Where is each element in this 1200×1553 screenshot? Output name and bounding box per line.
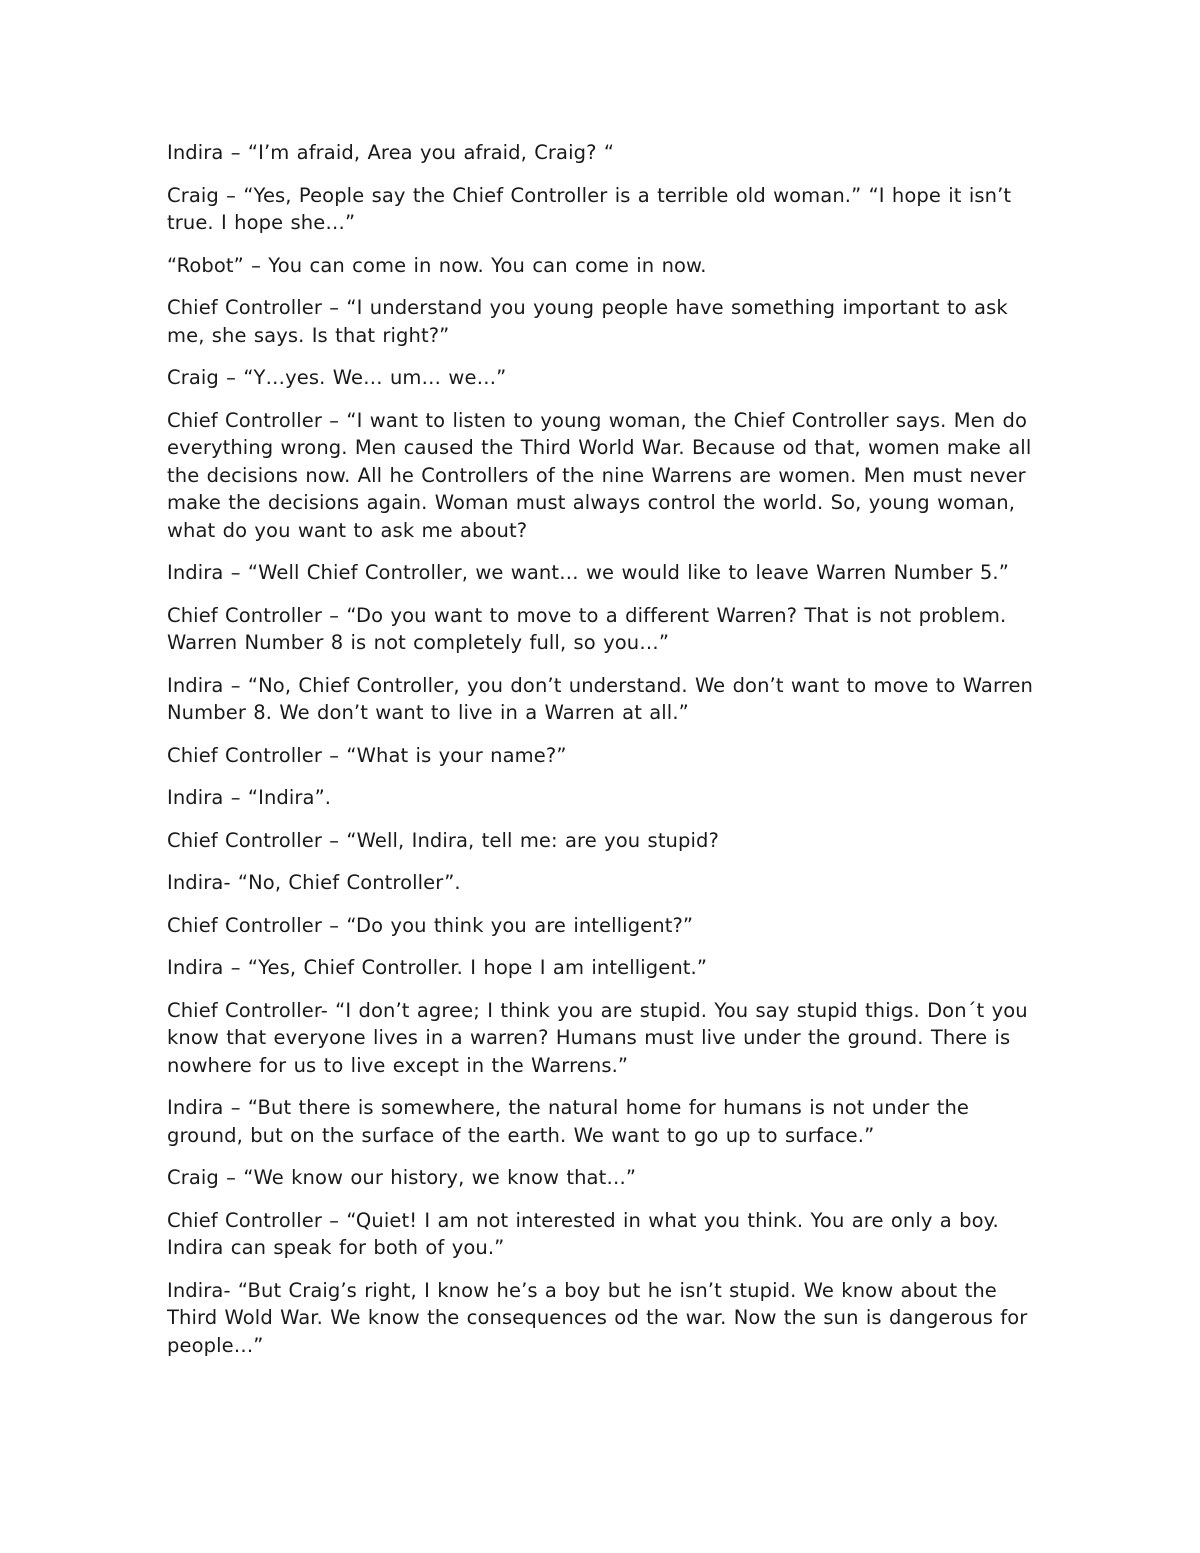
- dialogue-paragraph: Craig – “We know our history, we know that…”: [167, 1166, 637, 1189]
- dialogue-paragraph: Craig – “Y…yes. We… um… we…”: [167, 366, 507, 389]
- dialogue-paragraph: Chief Controller – “Quiet! I am not interested in what you think. You are only a boy. Indira can speak for both of you.”: [167, 1208, 999, 1259]
- dialogue-paragraph: Indira – “Yes, Chief Controller. I hope I am intelligent.”: [167, 956, 708, 979]
- dialogue-paragraph: Chief Controller – “Do you think you are intelligent?”: [167, 913, 694, 937]
- dialogue-paragraph: “Robot” – You can come in now. You can come in now.: [167, 253, 707, 277]
- dialogue-paragraph: Indira – “Well Chief Controller, we want… we would like to leave Warren Number 5.”: [167, 561, 1009, 584]
- dialogue-paragraph: Chief Controller – “I want to listen to young woman, the Chief Controller says. Men do everything wrong. Men caused the Third World War. Because od that, women make all the decisions now. All he Controllers of the nine Warrens are women. Men must never make the decisions again. Woman must always control the world. So, young woman, what do you want to ask me about?: [167, 408, 1032, 542]
- dialogue-paragraph: Chief Controller – “What is your name?”: [167, 743, 567, 767]
- dialogue-paragraph: Indira – “But there is somewhere, the natural home for humans is not under the ground, but on the surface of the earth. We want to go up to surface.”: [167, 1096, 970, 1147]
- dialogue-paragraph: Indira – “Indira”.: [167, 786, 332, 809]
- dialogue-paragraph: Chief Controller – “Well, Indira, tell me: are you stupid?: [167, 828, 719, 852]
- dialogue-paragraph: Indira – “No, Chief Controller, you don’t understand. We don’t want to move to Warren Number 8. We don’t want to live in a Warren at all.”: [167, 673, 1033, 724]
- dialogue-paragraph: Chief Controller- “I don’t agree; I think you are stupid. You say stupid thigs. Don´t you know that everyone lives in a warren? Humans must live under the ground. There is nowhere for us to live except in the Warrens.”: [167, 998, 1028, 1077]
- document-body: [167, 139, 1039, 1374]
- dialogue-paragraph: Craig – “Yes, People say the Chief Controller is a terrible old woman.” “I hope it isn’t true. I hope she…”: [167, 183, 1012, 234]
- dialogue-paragraph: Chief Controller – “Do you want to move to a different Warren? That is not problem. Warren Number 8 is not completely full, so you…”: [167, 603, 1007, 654]
- dialogue-paragraph: Indira – “I’m afraid, Area you afraid, Craig? “: [167, 141, 615, 164]
- dialogue-paragraph: Indira- “No, Chief Controller”.: [167, 871, 461, 894]
- dialogue-paragraph: Indira- “But Craig’s right, I know he’s a boy but he isn’t stupid. We know about the Third Wold War. We know the consequences od the war. Now the sun is dangerous for people…”: [167, 1278, 1028, 1357]
- dialogue-paragraph: Chief Controller – “I understand you young people have something important to ask me, she says. Is that right?”: [167, 296, 1008, 347]
